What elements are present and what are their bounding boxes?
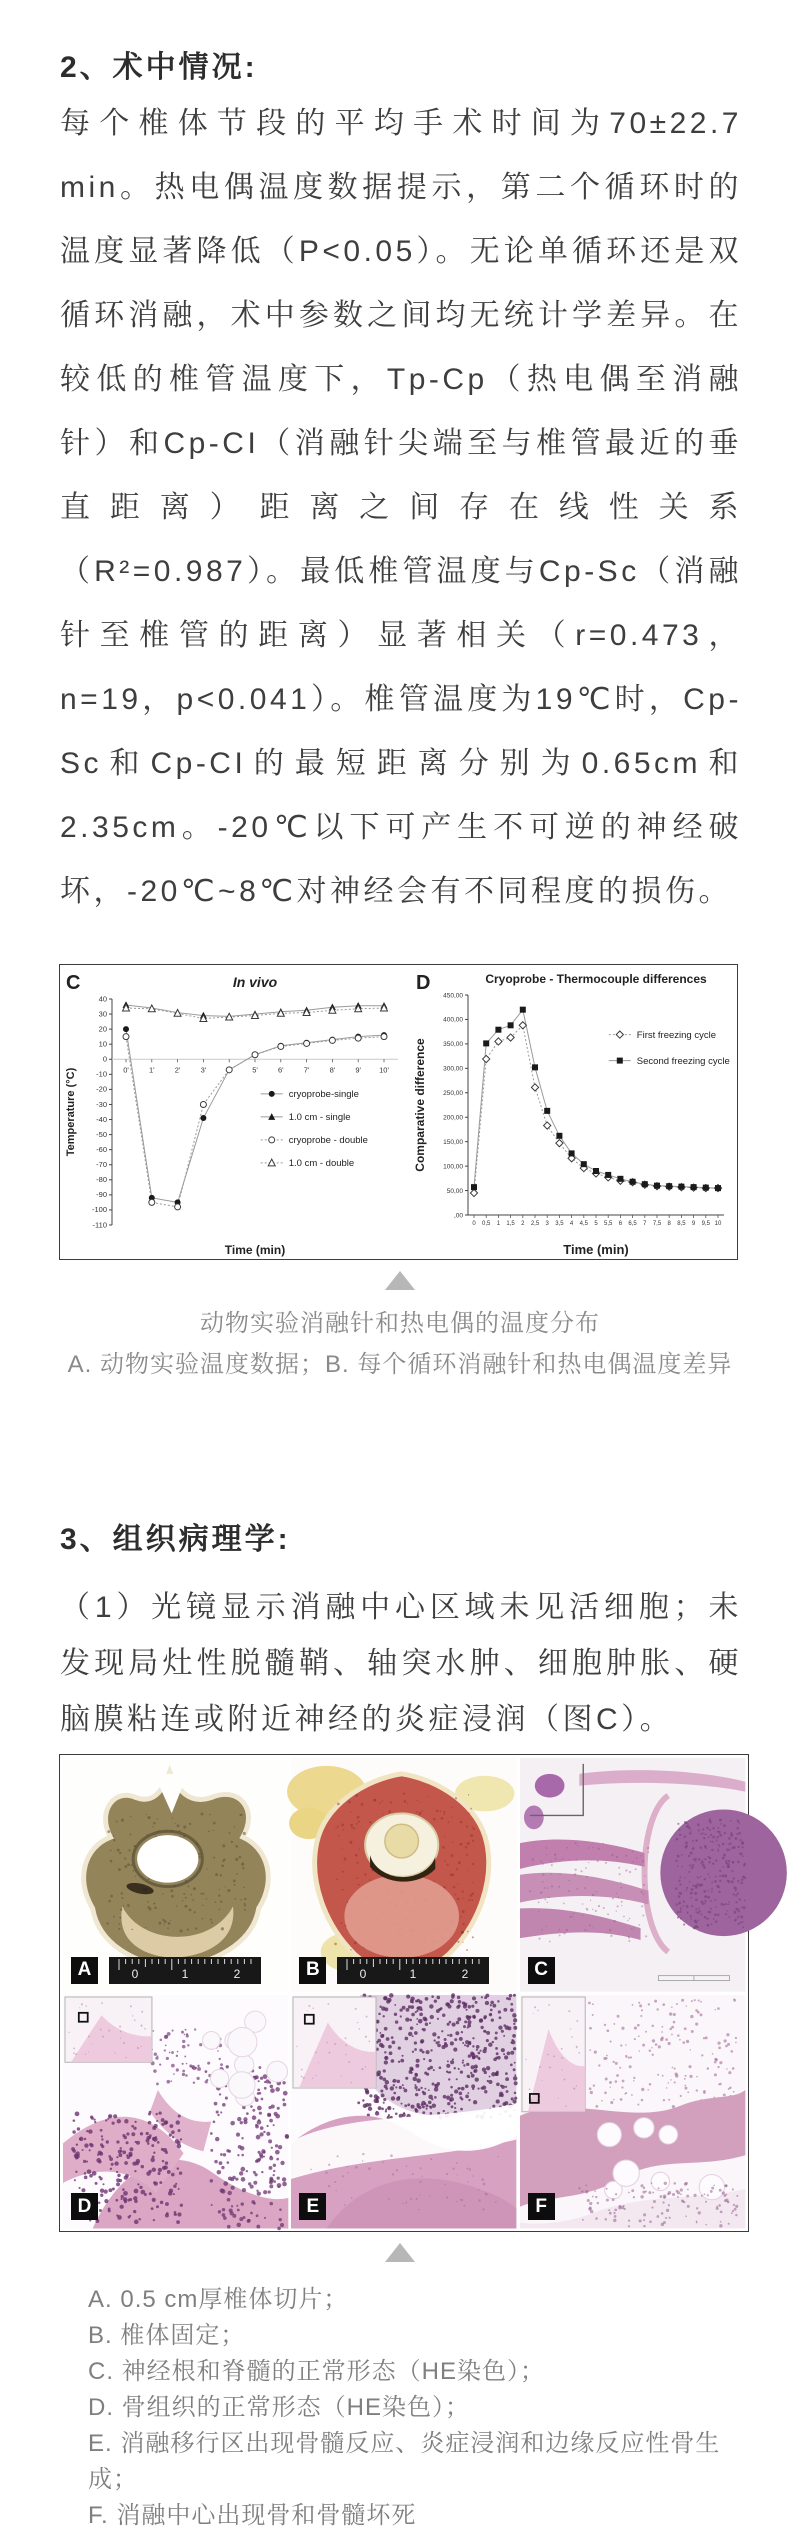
panel-label-d: D xyxy=(71,2193,98,2220)
svg-text:4: 4 xyxy=(569,1221,574,1227)
svg-text:7,5: 7,5 xyxy=(652,1221,662,1227)
caption-line: B. 椎体固定； xyxy=(88,2322,246,2349)
svg-text:Time (min): Time (min) xyxy=(563,1242,629,1257)
histology-panel-c xyxy=(520,1758,745,1992)
svg-text:350,00: 350,00 xyxy=(443,1041,463,1049)
svg-text:5: 5 xyxy=(594,1221,598,1227)
svg-text:10: 10 xyxy=(98,1039,107,1049)
svg-text:3': 3' xyxy=(200,1065,207,1075)
svg-text:250,00: 250,00 xyxy=(443,1090,463,1098)
svg-text:1: 1 xyxy=(181,1966,189,1981)
svg-text:6,5: 6,5 xyxy=(628,1221,637,1227)
svg-text:-40: -40 xyxy=(96,1114,107,1124)
svg-text:50,00: 50,00 xyxy=(446,1187,463,1195)
caption-pointer-triangle-icon xyxy=(385,2243,415,2262)
svg-text:2': 2' xyxy=(174,1065,181,1075)
panel-label-b: B xyxy=(299,1957,326,1984)
panel-label-e: E xyxy=(299,2193,326,2220)
svg-text:30: 30 xyxy=(98,1009,107,1019)
svg-text:8,5: 8,5 xyxy=(677,1221,686,1227)
ruler-a xyxy=(109,1957,261,1984)
svg-text:150,00: 150,00 xyxy=(443,1138,463,1146)
svg-text:-90: -90 xyxy=(96,1190,107,1200)
in-vivo-chart xyxy=(62,965,410,1259)
figure-histology[interactable] xyxy=(59,1754,749,2232)
figure-temperature-charts[interactable] xyxy=(59,964,738,1260)
svg-text:7': 7' xyxy=(303,1065,310,1075)
svg-text:-100: -100 xyxy=(91,1205,107,1215)
figure1-caption-sub: A. 动物实验温度数据；B. 每个循环消融针和热电偶温度差异 xyxy=(67,1351,733,1378)
svg-text:0,5: 0,5 xyxy=(482,1221,491,1227)
svg-text:Time (min): Time (min) xyxy=(224,1243,286,1257)
histology-panel-b xyxy=(291,1758,516,1992)
svg-text:100,00: 100,00 xyxy=(443,1163,463,1171)
ruler-b xyxy=(337,1957,489,1984)
panel-label-c: C xyxy=(528,1957,555,1984)
svg-text:-50: -50 xyxy=(96,1129,107,1139)
svg-text:-10: -10 xyxy=(96,1069,107,1079)
svg-text:0': 0' xyxy=(123,1065,129,1075)
caption-line: A. 0.5 cm厚椎体切片； xyxy=(88,2286,349,2313)
svg-text:Second freezing cycle: Second freezing cycle xyxy=(636,1055,730,1067)
svg-text:1.0 cm - single: 1.0 cm - single xyxy=(288,1112,351,1124)
svg-text:40: 40 xyxy=(98,994,107,1004)
chart-panel-c xyxy=(62,965,410,1264)
panel-label-a: A xyxy=(71,1957,98,1984)
section-3-paragraph: （1）光镜显示消融中心区域未见活细胞；未发现局灶性脱髓鞘、轴突水肿、细胞肿胀、硬脑膜粘连或附近神经的炎症浸润（图C）。 xyxy=(60,1591,742,1736)
svg-text:400,00: 400,00 xyxy=(443,1016,463,1024)
svg-text:1.0 cm - double: 1.0 cm - double xyxy=(288,1158,355,1170)
svg-text:5,5: 5,5 xyxy=(604,1221,613,1227)
svg-text:6': 6' xyxy=(277,1065,284,1075)
histology-panel-f xyxy=(520,1995,745,2229)
svg-text:-20: -20 xyxy=(96,1084,107,1094)
svg-text:3: 3 xyxy=(545,1221,549,1227)
svg-text:1: 1 xyxy=(409,1966,417,1981)
cryoprobe-differences-chart xyxy=(412,965,736,1259)
svg-text:cryoprobe-single: cryoprobe-single xyxy=(288,1089,359,1101)
svg-text:10: 10 xyxy=(714,1221,722,1227)
svg-text:Cryoprobe - Thermocouple diffe: Cryoprobe - Thermocouple differences xyxy=(485,972,707,986)
svg-text:450,00: 450,00 xyxy=(443,992,463,1000)
svg-text:10': 10' xyxy=(379,1065,389,1075)
histology-panel-e xyxy=(291,1995,516,2229)
svg-text:200,00: 200,00 xyxy=(443,1114,463,1122)
caption-line: C. 神经根和脊髓的正常形态（HE染色）； xyxy=(88,2358,546,2385)
svg-text:6: 6 xyxy=(618,1221,623,1227)
svg-text:1,5: 1,5 xyxy=(506,1221,515,1227)
caption-line: E. 消融移行区出现骨髓反应、炎症浸润和边缘反应性骨生成； xyxy=(88,2430,721,2493)
section-heading-3: 3、组织病理学: xyxy=(60,1523,291,1556)
svg-text:2,5: 2,5 xyxy=(530,1221,540,1227)
svg-text:8: 8 xyxy=(667,1221,671,1227)
svg-text:20: 20 xyxy=(98,1024,107,1034)
svg-text:0: 0 xyxy=(102,1054,107,1064)
svg-text:-30: -30 xyxy=(96,1099,107,1109)
svg-text:D: D xyxy=(416,972,431,994)
section-2-paragraph: 每个椎体节段的平均手术时间为70±22.7 min。热电偶温度数据提示，第二个循环时的温度显著降低（P<0.05）。无论单循环还是双循环消融，术中参数之间均无统计学差异。在较低的椎管温度下，Tp-Cp（热电偶至消融针）和Cp-CI（消融针尖端至与椎管最近的垂直距离）距离之间存在线性关系（R²=0.987）。最低椎管温度与Cp-Sc（消融针至椎管的距离）显著相关（r=0.473，n=19，p<0.041）。椎管温度为19℃时，Cp-Sc和Cp-CI的最短距离分别为0.65cm和2.35cm。-20℃以下可产生不可逆的神经破坏，-20℃~8℃对神经会有不同程度的损伤。 xyxy=(60,107,742,908)
svg-text:9: 9 xyxy=(691,1221,696,1227)
svg-text:Comparative difference: Comparative difference xyxy=(413,1038,427,1172)
svg-text:2: 2 xyxy=(233,1966,241,1981)
svg-text:0: 0 xyxy=(131,1966,139,1981)
svg-text:-80: -80 xyxy=(96,1175,107,1185)
svg-text:4,5: 4,5 xyxy=(579,1221,588,1227)
svg-text:0: 0 xyxy=(359,1966,367,1981)
svg-text:9': 9' xyxy=(355,1065,362,1075)
chart-panel-d xyxy=(412,965,736,1264)
svg-text:cryoprobe - double: cryoprobe - double xyxy=(288,1135,368,1147)
svg-text:-60: -60 xyxy=(96,1144,107,1154)
caption-line: D. 骨组织的正常形态（HE染色）； xyxy=(88,2394,471,2421)
figure2-caption-list xyxy=(88,2282,768,2534)
caption-pointer-triangle-icon xyxy=(385,1271,415,1290)
section-heading-2: 2、术中情况: xyxy=(60,51,258,84)
svg-text:3,5: 3,5 xyxy=(555,1221,564,1227)
svg-text:9,5: 9,5 xyxy=(701,1221,710,1227)
svg-text:,00: ,00 xyxy=(453,1212,463,1220)
figure1-caption-title: 动物实验消融针和热电偶的温度分布 xyxy=(200,1310,600,1337)
svg-text:-70: -70 xyxy=(96,1160,107,1170)
svg-text:7: 7 xyxy=(643,1221,647,1227)
svg-text:C: C xyxy=(66,972,81,994)
svg-text:8': 8' xyxy=(329,1065,336,1075)
svg-text:300,00: 300,00 xyxy=(443,1065,463,1073)
svg-text:5': 5' xyxy=(252,1065,258,1075)
svg-text:0: 0 xyxy=(472,1221,476,1227)
svg-text:First freezing cycle: First freezing cycle xyxy=(636,1029,716,1041)
caption-line: F. 消融中心出现骨和骨髓坏死 xyxy=(88,2502,417,2529)
svg-text:2: 2 xyxy=(521,1221,525,1227)
svg-text:Temperature (°C): Temperature (°C) xyxy=(65,1067,77,1157)
svg-text:-110: -110 xyxy=(92,1220,107,1230)
svg-text:1': 1' xyxy=(148,1065,155,1075)
histology-grid xyxy=(63,1758,745,2228)
histology-panel-a xyxy=(63,1758,288,1992)
svg-text:In vivo: In vivo xyxy=(232,974,278,990)
panel-label-f: F xyxy=(528,2193,555,2220)
histology-panel-d xyxy=(63,1995,288,2229)
svg-text:2: 2 xyxy=(461,1966,469,1981)
svg-text:1: 1 xyxy=(496,1221,501,1227)
